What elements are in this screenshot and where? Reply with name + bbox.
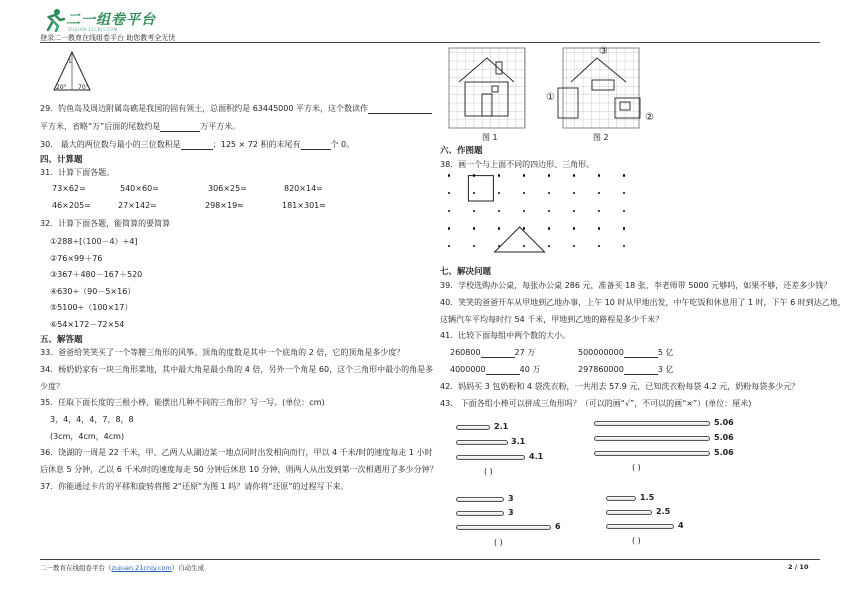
q41-blank-2[interactable] [624, 350, 658, 358]
g3-answer-box[interactable]: ( ) [494, 538, 503, 547]
q29-line1: 29．钓鱼岛及周边附属岛礁是我国的固有领土，总面积约是 63445000 平方米，这个数读作 [40, 104, 368, 113]
q32-item-6: ⑥54×172－72×54 [50, 320, 125, 329]
question-36-line2: 后休息 5 分钟，乙以 6 千米/时的速度每走 50 分钟后休息 10 分钟，则两人从出发到第一次相遇用了多少分钟？ [40, 465, 438, 474]
q32-item-1: ①288÷[（100－4）÷4] [50, 237, 138, 246]
q31-r1-c1: 73×62= [52, 184, 86, 193]
stick-g4-3-label: 4 [678, 521, 684, 530]
question-29-line2 [40, 121, 240, 132]
stick-g2-3 [594, 451, 710, 456]
q41-pair-4 [578, 364, 673, 375]
stick-g1-2-label: 3.1 [511, 437, 526, 446]
q41-blank-1[interactable] [481, 350, 515, 358]
marker-3: ③ [599, 46, 608, 57]
q41-blank-4[interactable] [624, 367, 658, 375]
g1-answer-box[interactable]: ( ) [484, 467, 493, 476]
footer-left-a: 二一教育在线组卷平台（ [40, 564, 112, 572]
q29-blank-2[interactable] [160, 124, 200, 132]
stick-g1-2 [456, 440, 508, 445]
section-4-heading: 四、计算题 [40, 155, 83, 165]
q31-r2-c4: 181×301≈ [282, 201, 326, 210]
page-number: 2 / 10 [788, 563, 809, 571]
footer-divider [40, 559, 820, 560]
q41-pair-4-b: 3 亿 [657, 365, 674, 374]
dot-grid [446, 172, 646, 264]
q41-pair-1-a: 260800 [450, 348, 481, 357]
question-35: 35．任取下面长度的三根小棒，能摆出几种不同的三角形？写一写。(单位：cm) [40, 398, 325, 407]
question-36-line1: 36．饶湖的一周是 22 千米，甲、乙两人从湖边某一地点同时出发相向而行，甲以 4 千米/时的速度每走 1 小时 [40, 448, 433, 457]
section-7-heading: 七、解决问题 [440, 267, 492, 277]
q30-b: ；125 × 72 积的末尾有 [212, 140, 301, 149]
question-38: 38．画一个与上面不同的四边形、三角形。 [440, 160, 595, 169]
stick-g3-2-label: 3 [508, 508, 514, 517]
q31-r1-c2: 540×60= [120, 184, 159, 193]
q32-item-5: ⑤5100÷（100×17） [50, 303, 133, 312]
stick-g2-2-label: 5.06 [714, 433, 734, 442]
q29-line2b: 万平方米。 [200, 122, 241, 131]
q41-pair-3-a: 4000000 [450, 365, 486, 374]
q32-item-3: ③367＋480－167＋520 [50, 270, 143, 279]
stick-g4-2 [606, 510, 652, 515]
stick-g2-2 [594, 436, 710, 441]
q31-r2-c1: 46×205= [52, 201, 91, 210]
q31-r1-c3: 306×25= [208, 184, 247, 193]
triangle-label-top: 1 [68, 58, 72, 65]
section-6-heading: 六、作图题 [440, 146, 483, 156]
q41-pair-1 [450, 347, 535, 358]
stick-g4-3 [606, 524, 674, 529]
header-divider [40, 42, 820, 43]
stick-g4-2-label: 2.5 [656, 507, 671, 516]
stick-g2-1 [594, 421, 710, 426]
logo-title: 二一组卷平台 [66, 12, 156, 28]
q31-r1-c4: 820×14= [284, 184, 323, 193]
g2-answer-box[interactable]: ( ) [632, 463, 641, 472]
q41-pair-2-a: 500000000 [578, 348, 624, 357]
q31-r2-c3: 298×19≈ [205, 201, 244, 210]
q31-title: 31．计算下面各题。 [40, 168, 115, 177]
q29-blank-1[interactable] [368, 106, 432, 114]
stick-g1-3 [456, 455, 525, 460]
question-33: 33．爸爸给笑笑买了一个等腰三角形的风筝。顶角的度数是其中一个底角的 2 倍，它的顶角是多少度？ [40, 348, 405, 357]
q41-pair-1-b: 27 万 [514, 348, 536, 357]
logo-subtitle: ZUJUAN.21CNJY.COM [68, 27, 118, 32]
header-tagline: 登录二一教育在线组卷平台 助您教考全无忧 [40, 34, 176, 42]
marker-2: ② [645, 112, 654, 123]
triangle-figure [52, 50, 92, 96]
question-42: 42．妈妈买 3 包奶粉和 4 袋洗衣粉，一共用去 57.9 元，已知洗衣粉每袋 4.2 元，奶粉每袋多少元？ [440, 382, 800, 391]
q41-pair-2 [578, 347, 673, 358]
section-5-heading: 五、解答题 [40, 335, 83, 345]
q30-c: 个 0。 [330, 140, 355, 149]
stick-g3-3 [456, 525, 551, 530]
q29-line2a: 平方米，省略“万”后面的尾数约是 [40, 122, 161, 131]
stick-g4-1-label: 1.5 [640, 493, 655, 502]
q41-pair-4-a: 297860000 [578, 365, 624, 374]
question-40-line1: 40．笑笑的爸爸开车从甲地到乙地办事，上午 10 时从甲地出发，中午吃饭和休息用了 1 时，下午 6 时到达乙地， [440, 298, 846, 307]
runner-logo-icon [40, 8, 66, 32]
q30-blank-1[interactable] [181, 142, 213, 150]
q32-title: 32．计算下面各题，能简算的要简算 [40, 219, 171, 228]
stick-g3-3-label: 6 [555, 522, 561, 531]
footer-link[interactable]: zujuan.21cnjy.com [111, 564, 172, 572]
q32-item-4: ④630÷（90－5×16） [50, 287, 136, 296]
g4-answer-box[interactable]: ( ) [632, 536, 641, 545]
stick-g1-1-label: 2.1 [494, 422, 509, 431]
question-30 [40, 139, 354, 150]
stick-g1-1 [456, 425, 490, 430]
question-37: 37．你能通过卡片的平移和旋转将图 2“还原”为图 1 吗？请你将“还原”的过程写下来。 [40, 482, 349, 491]
q31-r2-c2: 27×142= [118, 201, 157, 210]
footer-left-b: ）自动生成 [171, 564, 205, 572]
stick-g3-1-label: 3 [508, 494, 514, 503]
question-43: 43． 下面各组小棒可以拼成三角形吗？（可以的画“√”，不可以的画“×”）(单位：厘米) [440, 399, 752, 408]
q35-lengths: 3，4，4，4，7，8，8 [50, 415, 134, 424]
stick-g3-1 [456, 497, 504, 502]
q35-example: (3cm，4cm，4cm) [50, 432, 125, 441]
question-39: 39．学校选购办公桌，每张办公桌 286 元，准备买 18 张，李老师带 5000 元够吗，如果不够，还差多少钱？ [440, 281, 832, 290]
q30-blank-2[interactable] [301, 142, 331, 150]
q41-blank-3[interactable] [486, 367, 520, 375]
stick-g4-1 [606, 496, 636, 501]
marker-1: ① [546, 92, 555, 103]
q41-pair-3-b: 40 万 [519, 365, 541, 374]
q41-pair-3 [450, 364, 540, 375]
triangle-angle-left: 20° [56, 84, 67, 91]
q30-a: 30． 最大的两位数与最小的三位数积是 [40, 140, 181, 149]
stick-g3-2 [456, 511, 504, 516]
stick-g2-3-label: 5.06 [714, 448, 734, 457]
figures-1-2 [440, 44, 660, 136]
stick-g1-3-label: 4.1 [529, 452, 544, 461]
q41-pair-2-b: 5 亿 [657, 348, 674, 357]
question-29 [40, 103, 432, 114]
question-40-line2: 这辆汽车平均每时行 54 千米，甲地到乙地的路程是多少千米？ [440, 315, 664, 324]
question-34-line2: 少度？ [40, 382, 64, 391]
footer-source [40, 563, 204, 572]
triangle-angle-right: 70° [78, 84, 89, 91]
question-34-line1: 34．杨奶奶家有一块三角形菜地，其中最大角是最小角的 4 倍，另外一个角是 60，这个三角形中最小的角是多 [40, 365, 434, 374]
figure-2-caption: 图 2 [593, 133, 609, 142]
figure-1-caption: 图 1 [482, 133, 498, 142]
stick-g2-1-label: 5.06 [714, 418, 734, 427]
q32-item-2: ②76×99＋76 [50, 254, 103, 263]
question-41: 41．比较下面每组中两个数的大小。 [440, 331, 571, 340]
